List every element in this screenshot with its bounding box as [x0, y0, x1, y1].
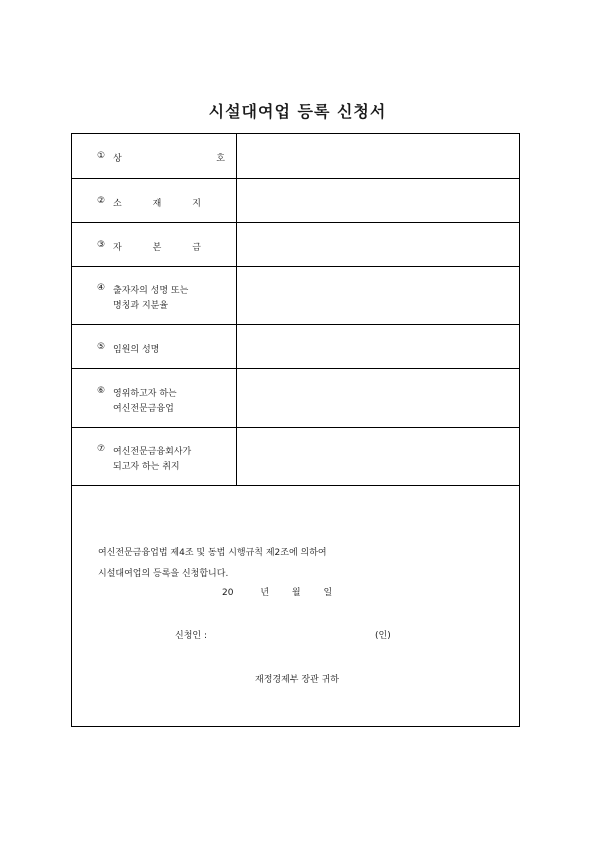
row-label-line1: 여신전문금융회사가 [113, 447, 192, 457]
year-unit: 년 [260, 588, 270, 598]
row-label: 자 본 금 [113, 243, 201, 253]
business-type-field[interactable] [237, 369, 519, 427]
row-number: ⑥ [97, 386, 106, 396]
form-row-trade-name [72, 134, 519, 179]
row-label-cell [72, 179, 237, 222]
row-number: ③ [97, 240, 106, 250]
row-number: ② [97, 196, 106, 206]
document-title: 시설대여업 등록 신청서 [208, 102, 387, 121]
form-row-executives [72, 325, 519, 369]
applicant-label: 신청인 : [175, 631, 207, 641]
row-label-line1: 출자자의 성명 또는 [113, 286, 189, 296]
row-number: ① [97, 151, 106, 161]
seal-mark: (인) [375, 631, 391, 641]
application-form [71, 133, 520, 727]
row-label-line1: 영위하고자 하는 [113, 389, 177, 399]
form-row-location [72, 179, 519, 223]
month-unit: 월 [291, 588, 301, 598]
year-prefix: 20 [222, 588, 234, 598]
trade-name-field[interactable] [237, 134, 519, 178]
declaration-line-2: 시설대여업의 등록을 신청합니다. [98, 569, 229, 579]
row-label-cell [72, 428, 237, 485]
row-number: ④ [97, 283, 106, 293]
row-label-line1: 임원의 성명 [113, 345, 160, 355]
row-label-cell [72, 325, 237, 368]
declaration-line-1: 여신전문금융업법 제4조 및 동법 시행규칙 제2조에 의하여 [98, 548, 327, 558]
row-number: ⑦ [97, 444, 106, 454]
row-label-line2: 되고자 하는 취지 [113, 462, 180, 472]
row-label-line2: 여신전문금융업 [113, 404, 174, 414]
row-number: ⑤ [97, 342, 106, 352]
form-row-business-type [72, 369, 519, 428]
recipient-line: 재정경제부 장관 귀하 [255, 675, 339, 685]
row-label-line2: 명칭과 지분율 [113, 301, 169, 311]
row-label-cell [72, 369, 237, 427]
row-label-cell [72, 134, 237, 178]
capital-field[interactable] [237, 223, 519, 266]
row-label: 소 재 지 [113, 199, 201, 209]
application-date [222, 585, 332, 598]
declaration-section [72, 486, 519, 726]
day-unit: 일 [323, 588, 333, 598]
row-label: 상 호 [113, 154, 225, 164]
form-row-investors [72, 267, 519, 325]
purpose-field[interactable] [237, 428, 519, 485]
row-label-cell [72, 223, 237, 266]
location-field[interactable] [237, 179, 519, 222]
form-row-capital [72, 223, 519, 267]
executives-field[interactable] [237, 325, 519, 368]
form-row-purpose [72, 428, 519, 486]
row-label-cell [72, 267, 237, 324]
investors-field[interactable] [237, 267, 519, 324]
